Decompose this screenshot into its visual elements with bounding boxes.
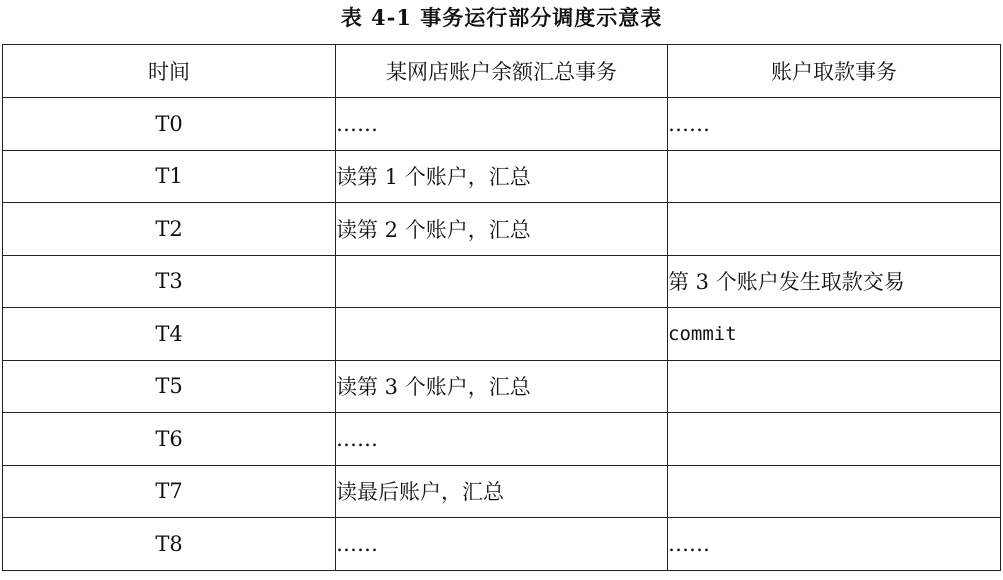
table-body [3,98,1001,571]
table-row [3,413,1001,466]
time-cell: T8 [3,518,336,571]
time-cell: T1 [3,150,336,203]
summary-cell: 读第 1 个账户，汇总 [336,150,668,203]
table-row [3,150,1001,203]
summary-cell: …… [336,98,668,151]
time-cell: T5 [3,360,336,413]
schedule-table [2,44,1001,571]
withdraw-cell [668,203,1001,256]
time-cell: T7 [3,465,336,518]
time-cell: T0 [3,98,336,151]
summary-cell: …… [336,518,668,571]
table-row [3,203,1001,256]
withdraw-cell [668,465,1001,518]
header-time: 时间 [3,45,336,98]
header-summary-transaction: 某网店账户余额汇总事务 [336,45,668,98]
summary-cell [336,308,668,361]
withdraw-cell: 第 3 个账户发生取款交易 [668,255,1001,308]
time-cell: T4 [3,308,336,361]
withdraw-cell [668,413,1001,466]
time-cell: T6 [3,413,336,466]
table-row [3,98,1001,151]
withdraw-cell: commit [668,308,1001,361]
time-cell: T2 [3,203,336,256]
header-withdraw-transaction: 账户取款事务 [668,45,1001,98]
withdraw-cell [668,360,1001,413]
summary-cell: 读第 2 个账户，汇总 [336,203,668,256]
table-row [3,518,1001,571]
summary-cell [336,255,668,308]
withdraw-cell: …… [668,98,1001,151]
withdraw-cell: …… [668,518,1001,571]
table-row [3,465,1001,518]
table-row [3,360,1001,413]
time-cell: T3 [3,255,336,308]
withdraw-cell [668,150,1001,203]
header-row [3,45,1001,98]
table-row [3,308,1001,361]
summary-cell: 读第 3 个账户，汇总 [336,360,668,413]
table-caption: 表 4-1 事务运行部分调度示意表 [340,5,663,30]
table-row [3,255,1001,308]
summary-cell: 读最后账户，汇总 [336,465,668,518]
table-header [3,45,1001,98]
summary-cell: …… [336,413,668,466]
